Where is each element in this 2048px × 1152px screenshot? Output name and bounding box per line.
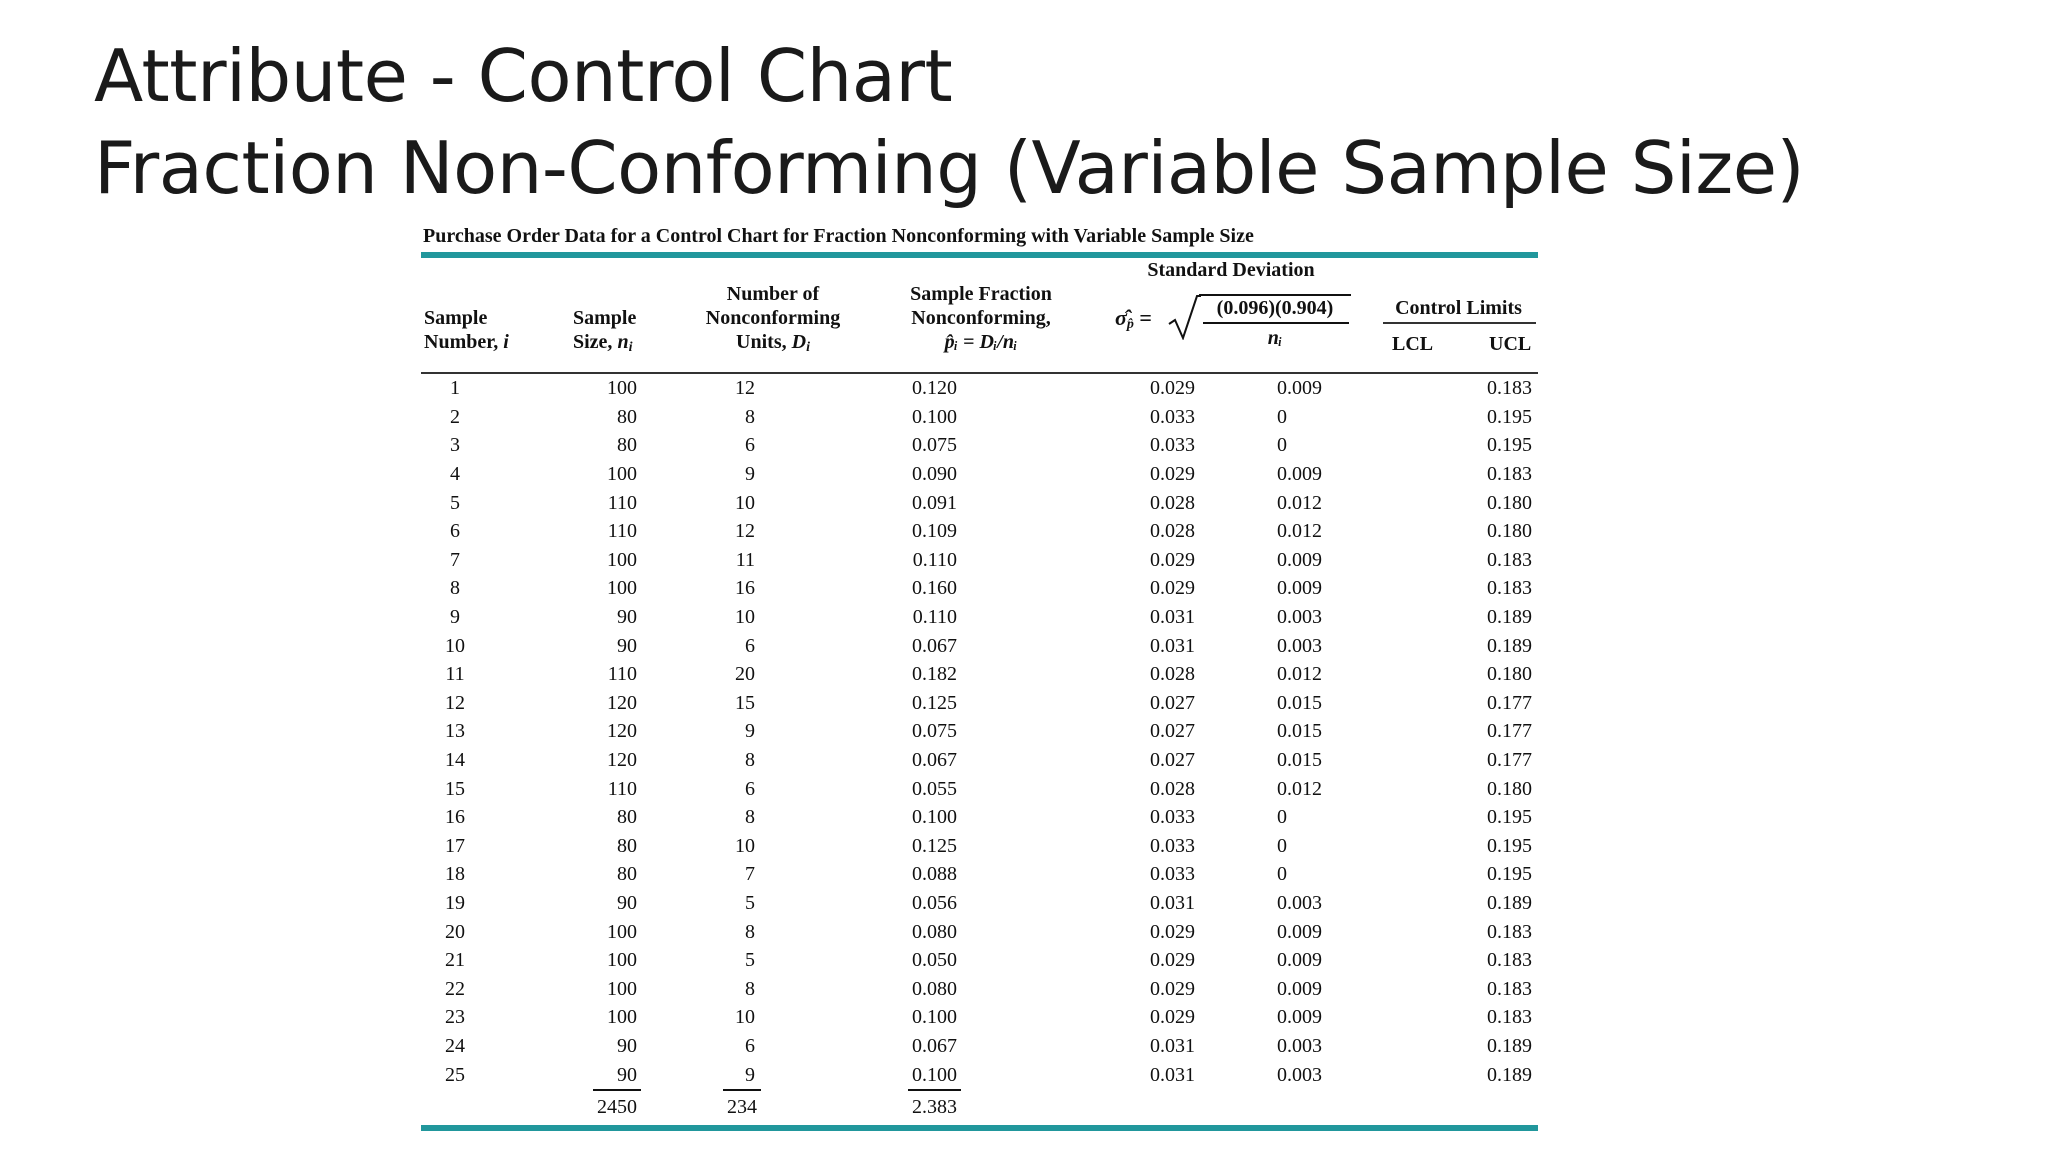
table-row — [421, 603, 1538, 632]
table-row — [421, 460, 1538, 489]
cell-p: 0.067 — [912, 634, 957, 657]
cell-s: 0.028 — [1150, 491, 1195, 514]
cell-p: 0.110 — [912, 548, 957, 571]
cell-s: 0.027 — [1150, 720, 1195, 743]
cell-d: 8 — [745, 920, 755, 943]
purchase-order-table — [421, 222, 1538, 1131]
cell-n: 100 — [607, 1006, 637, 1029]
cell-ucl: 0.183 — [1487, 463, 1532, 486]
cell-d: 12 — [735, 520, 755, 543]
total-fraction: 2.383 — [908, 1089, 961, 1123]
cell-p: 0.100 — [912, 806, 957, 829]
cell-n: 100 — [607, 463, 637, 486]
cell-s: 0.033 — [1150, 863, 1195, 886]
cell-p: 0.090 — [912, 463, 957, 486]
cell-n: 90 — [617, 1034, 637, 1057]
cell-ucl: 0.183 — [1487, 377, 1532, 400]
table-row — [421, 374, 1538, 403]
header-sample-fraction: Sample Fraction Nonconforming, p̂ᵢ = Dᵢ/nᵢ — [910, 283, 1052, 353]
total-nonconforming: 234 — [723, 1089, 761, 1123]
cell-lcl: 0.003 — [1277, 606, 1322, 629]
table-row — [421, 1060, 1538, 1089]
cell-d: 5 — [745, 949, 755, 972]
cell-s: 0.028 — [1150, 520, 1195, 543]
cell-i: 11 — [445, 663, 465, 686]
cell-p: 0.091 — [912, 491, 957, 514]
cell-ucl: 0.195 — [1487, 434, 1532, 457]
cell-i: 2 — [450, 405, 460, 428]
cell-d: 9 — [745, 1063, 755, 1086]
table-row — [421, 1003, 1538, 1032]
cell-n: 100 — [607, 577, 637, 600]
cell-n: 120 — [607, 691, 637, 714]
cell-i: 3 — [450, 434, 460, 457]
data-table — [421, 374, 1538, 1123]
cell-lcl: 0.003 — [1277, 891, 1322, 914]
cell-i: 4 — [450, 463, 460, 486]
header-lcl: LCL — [1392, 333, 1434, 355]
cell-s: 0.029 — [1150, 977, 1195, 1000]
cell-s: 0.029 — [1150, 949, 1195, 972]
cell-p: 0.100 — [912, 1063, 957, 1086]
cell-ucl: 0.195 — [1487, 405, 1532, 428]
cell-lcl: 0 — [1277, 806, 1287, 829]
cell-i: 5 — [450, 491, 460, 514]
cell-s: 0.027 — [1150, 691, 1195, 714]
cell-p: 0.055 — [912, 777, 957, 800]
cell-ucl: 0.183 — [1487, 577, 1532, 600]
cell-n: 80 — [617, 405, 637, 428]
cell-i: 9 — [450, 606, 460, 629]
cell-ucl: 0.183 — [1487, 548, 1532, 571]
cell-lcl: 0.009 — [1277, 377, 1322, 400]
cell-lcl: 0.003 — [1277, 634, 1322, 657]
header-sample-number: Sample Number, i — [424, 307, 509, 353]
cell-p: 0.160 — [912, 577, 957, 600]
cell-i: 12 — [445, 691, 465, 714]
cell-d: 8 — [745, 749, 755, 772]
bottom-rule — [421, 1125, 1538, 1131]
cell-n: 110 — [607, 491, 637, 514]
table-row — [421, 431, 1538, 460]
cell-i: 19 — [445, 891, 465, 914]
cell-p: 0.125 — [912, 834, 957, 857]
cell-ucl: 0.177 — [1487, 720, 1532, 743]
cell-lcl: 0 — [1277, 863, 1287, 886]
cell-ucl: 0.180 — [1487, 491, 1532, 514]
cell-d: 6 — [745, 634, 755, 657]
cell-lcl: 0.009 — [1277, 577, 1322, 600]
cell-p: 0.056 — [912, 891, 957, 914]
header-nonconforming-units: Number of Nonconforming Units, $D_i$ — [705, 283, 841, 355]
cell-ucl: 0.183 — [1487, 949, 1532, 972]
cell-s: 0.031 — [1150, 1034, 1195, 1057]
cell-i: 22 — [445, 977, 465, 1000]
cell-d: 10 — [735, 606, 755, 629]
cell-n: 100 — [607, 548, 637, 571]
cell-lcl: 0.012 — [1277, 520, 1322, 543]
cell-i: 18 — [445, 863, 465, 886]
cell-lcl: 0.009 — [1277, 977, 1322, 1000]
cell-n: 90 — [617, 606, 637, 629]
cell-s: 0.031 — [1150, 634, 1195, 657]
cell-p: 0.050 — [912, 949, 957, 972]
table-row — [421, 517, 1538, 546]
cell-p: 0.182 — [912, 663, 957, 686]
cell-ucl: 0.195 — [1487, 863, 1532, 886]
cell-s: 0.028 — [1150, 663, 1195, 686]
cell-lcl: 0.012 — [1277, 663, 1322, 686]
cell-lcl: 0.003 — [1277, 1063, 1322, 1086]
table-row — [421, 660, 1538, 689]
cell-s: 0.033 — [1150, 434, 1195, 457]
formula-numerator: (0.096)(0.904) — [1216, 297, 1334, 319]
cell-lcl: 0.015 — [1277, 749, 1322, 772]
cell-i: 21 — [445, 949, 465, 972]
cell-d: 12 — [735, 377, 755, 400]
cell-i: 6 — [450, 520, 460, 543]
cell-n: 100 — [607, 377, 637, 400]
cell-d: 8 — [745, 977, 755, 1000]
sigma-symbol: $\sigmâ_{p̂}$ = — [1115, 305, 1152, 332]
cell-n: 120 — [607, 749, 637, 772]
cell-i: 16 — [445, 806, 465, 829]
table-row — [421, 574, 1538, 603]
table-row — [421, 832, 1538, 861]
cell-ucl: 0.183 — [1487, 977, 1532, 1000]
cell-n: 80 — [617, 806, 637, 829]
cell-d: 9 — [745, 463, 755, 486]
cell-ucl: 0.189 — [1487, 606, 1532, 629]
cell-i: 20 — [445, 920, 465, 943]
table-row — [421, 689, 1538, 718]
cell-i: 14 — [445, 749, 465, 772]
cell-s: 0.033 — [1150, 834, 1195, 857]
table-row — [421, 546, 1538, 575]
cell-s: 0.031 — [1150, 606, 1195, 629]
cell-d: 8 — [745, 405, 755, 428]
cell-i: 25 — [445, 1063, 465, 1086]
cell-d: 7 — [745, 863, 755, 886]
cell-n: 90 — [617, 634, 637, 657]
cell-n: 80 — [617, 863, 637, 886]
cell-n: 110 — [607, 663, 637, 686]
formula-denominator: nᵢ — [1267, 327, 1283, 349]
cell-p: 0.080 — [912, 920, 957, 943]
fraction-bar — [1203, 322, 1349, 324]
cell-i: 1 — [450, 377, 460, 400]
cell-lcl: 0 — [1277, 405, 1287, 428]
cell-ucl: 0.189 — [1487, 1034, 1532, 1057]
table-row — [421, 917, 1538, 946]
cell-d: 6 — [745, 434, 755, 457]
cell-i: 13 — [445, 720, 465, 743]
cell-lcl: 0.015 — [1277, 691, 1322, 714]
sqrt-sign-icon — [1167, 294, 1201, 340]
cell-i: 17 — [445, 834, 465, 857]
cell-i: 10 — [445, 634, 465, 657]
cell-ucl: 0.177 — [1487, 749, 1532, 772]
cell-n: 90 — [617, 1063, 637, 1086]
header-control-limits: Control Limits — [1395, 297, 1522, 319]
cell-n: 80 — [617, 834, 637, 857]
cell-s: 0.029 — [1150, 1006, 1195, 1029]
cell-s: 0.029 — [1150, 577, 1195, 600]
cell-lcl: 0.012 — [1277, 777, 1322, 800]
cell-p: 0.100 — [912, 1006, 957, 1029]
cell-ucl: 0.183 — [1487, 1006, 1532, 1029]
cell-d: 16 — [735, 577, 755, 600]
cell-p: 0.075 — [912, 720, 957, 743]
cell-s: 0.033 — [1150, 405, 1195, 428]
control-limits-rule — [1383, 322, 1536, 324]
cell-d: 10 — [735, 1006, 755, 1029]
title-line-1: Attribute - Control Chart — [94, 34, 953, 118]
table-row — [421, 403, 1538, 432]
cell-lcl: 0.009 — [1277, 1006, 1322, 1029]
cell-n: 90 — [617, 891, 637, 914]
cell-s: 0.027 — [1150, 749, 1195, 772]
cell-p: 0.100 — [912, 405, 957, 428]
cell-ucl: 0.189 — [1487, 891, 1532, 914]
title-line-2: Fraction Non-Conforming (Variable Sample Size) — [94, 126, 1805, 210]
cell-lcl: 0.012 — [1277, 491, 1322, 514]
cell-n: 110 — [607, 520, 637, 543]
cell-s: 0.028 — [1150, 777, 1195, 800]
cell-p: 0.075 — [912, 434, 957, 457]
cell-n: 100 — [607, 977, 637, 1000]
cell-ucl: 0.177 — [1487, 691, 1532, 714]
cell-s: 0.029 — [1150, 377, 1195, 400]
table-caption: Purchase Order Data for a Control Chart for Fraction Nonconforming with Variable Sample Size — [423, 225, 1254, 247]
table-row — [421, 631, 1538, 660]
cell-lcl: 0.015 — [1277, 720, 1322, 743]
cell-d: 10 — [735, 491, 755, 514]
cell-ucl: 0.195 — [1487, 834, 1532, 857]
cell-p: 0.067 — [912, 1034, 957, 1057]
cell-lcl: 0 — [1277, 834, 1287, 857]
cell-n: 80 — [617, 434, 637, 457]
cell-d: 11 — [735, 548, 755, 571]
cell-d: 10 — [735, 834, 755, 857]
cell-i: 24 — [445, 1034, 465, 1057]
cell-n: 100 — [607, 949, 637, 972]
cell-p: 0.110 — [912, 606, 957, 629]
cell-p: 0.125 — [912, 691, 957, 714]
cell-lcl: 0.009 — [1277, 548, 1322, 571]
cell-lcl: 0.009 — [1277, 949, 1322, 972]
cell-d: 20 — [735, 663, 755, 686]
cell-lcl: 0.009 — [1277, 463, 1322, 486]
cell-d: 9 — [745, 720, 755, 743]
header-standard-deviation: Standard Deviation — [1147, 259, 1315, 281]
cell-lcl: 0.009 — [1277, 920, 1322, 943]
cell-ucl: 0.189 — [1487, 634, 1532, 657]
cell-p: 0.080 — [912, 977, 957, 1000]
cell-s: 0.033 — [1150, 806, 1195, 829]
cell-ucl: 0.180 — [1487, 520, 1532, 543]
cell-ucl: 0.189 — [1487, 1063, 1532, 1086]
cell-i: 8 — [450, 577, 460, 600]
cell-p: 0.109 — [912, 520, 957, 543]
cell-d: 15 — [735, 691, 755, 714]
table-row — [421, 946, 1538, 975]
header-sample-size: Sample Size, $n_i$ — [573, 307, 637, 355]
slide-title — [94, 30, 1804, 214]
cell-s: 0.029 — [1150, 920, 1195, 943]
cell-s: 0.031 — [1150, 1063, 1195, 1086]
cell-lcl: 0 — [1277, 434, 1287, 457]
cell-i: 23 — [445, 1006, 465, 1029]
cell-p: 0.120 — [912, 377, 957, 400]
cell-ucl: 0.180 — [1487, 777, 1532, 800]
cell-d: 6 — [745, 777, 755, 800]
table-header — [421, 258, 1538, 372]
cell-n: 120 — [607, 720, 637, 743]
table-row — [421, 717, 1538, 746]
table-row — [421, 860, 1538, 889]
table-row — [421, 488, 1538, 517]
cell-s: 0.031 — [1150, 891, 1195, 914]
table-row — [421, 803, 1538, 832]
cell-lcl: 0.003 — [1277, 1034, 1322, 1057]
table-row — [421, 889, 1538, 918]
cell-p: 0.088 — [912, 863, 957, 886]
cell-d: 5 — [745, 891, 755, 914]
cell-i: 7 — [450, 548, 460, 571]
cell-s: 0.029 — [1150, 548, 1195, 571]
cell-ucl: 0.195 — [1487, 806, 1532, 829]
cell-i: 15 — [445, 777, 465, 800]
cell-p: 0.067 — [912, 749, 957, 772]
header-ucl: UCL — [1489, 333, 1532, 355]
table-row — [421, 746, 1538, 775]
table-row — [421, 774, 1538, 803]
cell-s: 0.029 — [1150, 463, 1195, 486]
cell-n: 100 — [607, 920, 637, 943]
cell-ucl: 0.180 — [1487, 663, 1532, 686]
totals-row — [421, 1089, 1538, 1123]
table-row — [421, 1032, 1538, 1061]
cell-d: 6 — [745, 1034, 755, 1057]
cell-n: 110 — [607, 777, 637, 800]
total-sample-size: 2450 — [593, 1089, 641, 1123]
cell-d: 8 — [745, 806, 755, 829]
cell-ucl: 0.183 — [1487, 920, 1532, 943]
table-row — [421, 974, 1538, 1003]
